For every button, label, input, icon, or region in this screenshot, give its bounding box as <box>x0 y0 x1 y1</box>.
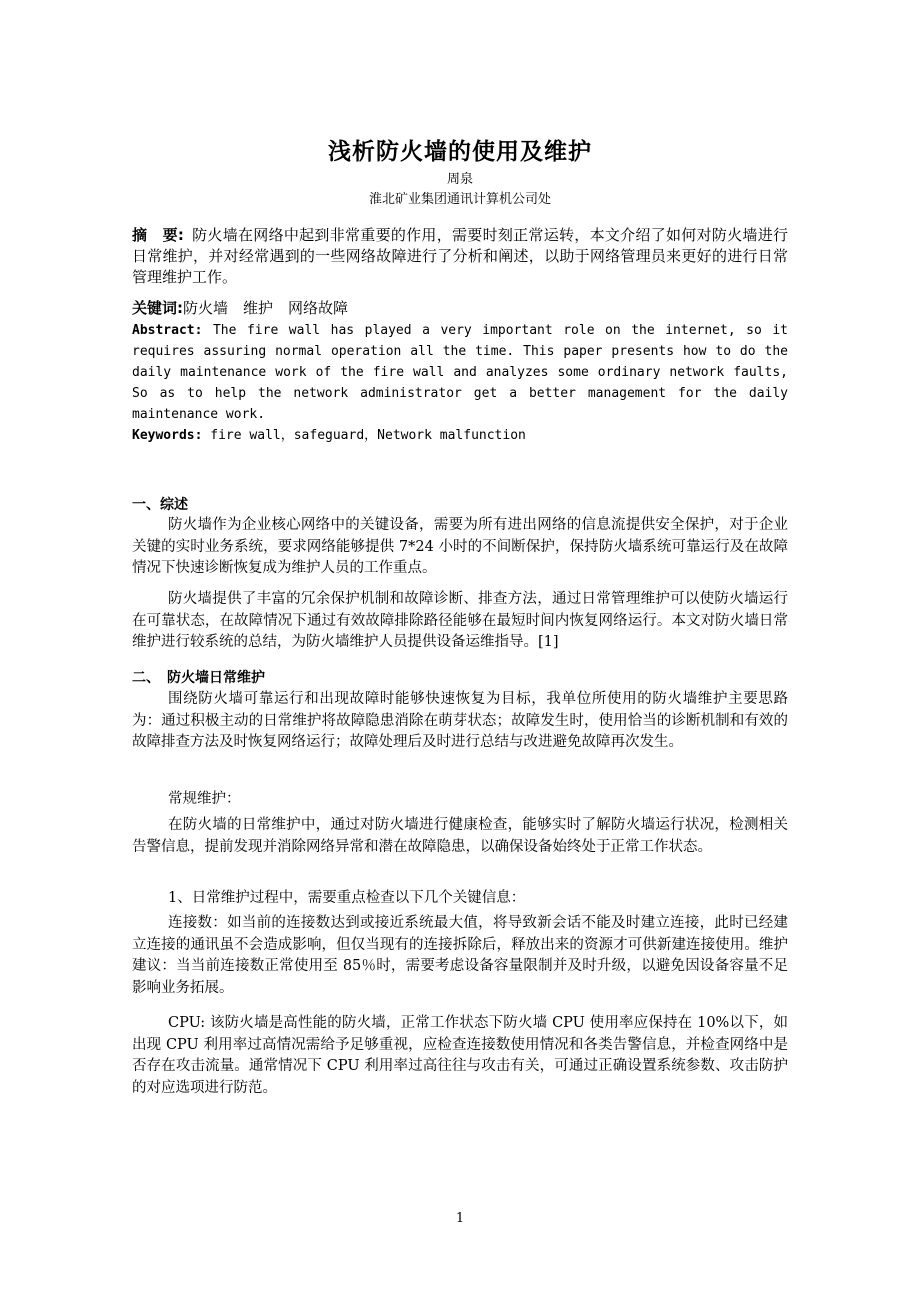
keywords-en-label: Keywords: <box>132 428 203 443</box>
keywords-en-text: fire wall，safeguard，Network malfunction <box>210 428 526 443</box>
section-2-paragraph-5: 连接数：如当前的连接数达到或接近系统最大值，将导致新会话不能及时建立连接，此时已经建立连接的通讯虽不会造成影响，但仅当现有的连接拆除后，释放出来的资源才可供新建连接使用。维护建议：当当前连接数正常使用至 85％时，需要考虑设备容量限制并及时升级，以避免因设备容量不足影响业务拓展。 <box>132 915 788 996</box>
abstract-zh <box>132 225 788 288</box>
author-affiliation: 淮北矿业集团通讯计算机公司处 <box>368 192 551 207</box>
keywords-zh <box>132 298 788 319</box>
keywords-en <box>132 425 788 446</box>
author-name: 周泉 <box>446 172 473 187</box>
section-2-paragraph-4: 1、日常维护过程中，需要重点检查以下几个关键信息： <box>168 890 526 906</box>
keywords-zh-label: 关键词: <box>132 299 183 317</box>
section-1-paragraph-1: 防火墙作为企业核心网络中的关键设备，需要为所有进出网络的信息流提供安全保护，对于企业关键的实时业务系统，要求网络能够提供 7*24 小时的不间断保护，保持防火墙系统可靠运行及在故障情况下快速诊断恢复成为维护人员的工作重点。 <box>132 517 788 576</box>
section-2-paragraph-6: CPU: 该防火墙是高性能的防火墙，正常工作状态下防火墙 CPU 使用率应保持在 10%以下，如出现 CPU 利用率过高情况需给予足够重视，应检查连接数使用情况和各类告警信息，并检查网络中是否存在攻击流量。通常情况下 CPU 利用率过高往往与攻击有关，可通过正确设置系统参数、攻击防护的对应选项进行防范。 <box>132 1015 788 1096</box>
section-1-paragraph-2: 防火墙提供了丰富的冗余保护机制和故障诊断、排查方法，通过日常管理维护可以使防火墙运行在可靠状态，在故障情况下通过有效故障排除路径能够在最短时间内恢复网络运行。本文对防火墙日常维护进行较系统的总结，为防火墙维护人员提供设备运维指导。[1] <box>132 591 788 650</box>
abstract-en <box>132 320 788 425</box>
section-1-heading: 一、综述 <box>132 497 188 513</box>
abstract-zh-text: 防火墙在网络中起到非常重要的作用，需要时刻正常运转，本文介绍了如何对防火墙进行日常维护，并对经常遇到的一些网络故障进行了分析和阐述，以助于网络管理员来更好的进行日常管理维护工作。 <box>132 226 788 286</box>
page-number: 1 <box>455 1211 465 1226</box>
document-title: 浅析防火墙的使用及维护 <box>328 139 592 165</box>
keywords-zh-text: 防火墙 维护 网络故障 <box>183 299 349 317</box>
abstract-en-label: Abstract: <box>132 323 203 338</box>
section-2-paragraph-3: 在防火墙的日常维护中，通过对防火墙进行健康检查，能够实时了解防火墙运行状况，检测相关告警信息，提前发现并消除网络异常和潜在故障隐患，以确保设备始终处于正常工作状态。 <box>132 817 788 855</box>
section-2-paragraph-1: 围绕防火墙可靠运行和出现故障时能够快速恢复为目标，我单位所使用的防火墙维护主要思路为：通过积极主动的日常维护将故障隐患消除在萌芽状态；故障发生时，使用恰当的诊断机制和有效的故障排查方法及时恢复网络运行；故障处理后及时进行总结与改进避免故障再次发生。 <box>132 691 788 750</box>
abstract-zh-label: 摘 要: <box>132 226 184 244</box>
section-2-heading: 二、 防火墙日常维护 <box>132 670 265 686</box>
abstract-en-text: The fire wall has played a very important role on the internet, so it requires assuring normal operation all the time. This paper presents how to do the daily maintenance work of the fire wall and analyzes some ordinary network faults, So as to help the network administrator get a better management for the daily maintenance work. <box>132 323 789 422</box>
section-2-paragraph-2: 常规维护： <box>168 791 241 807</box>
